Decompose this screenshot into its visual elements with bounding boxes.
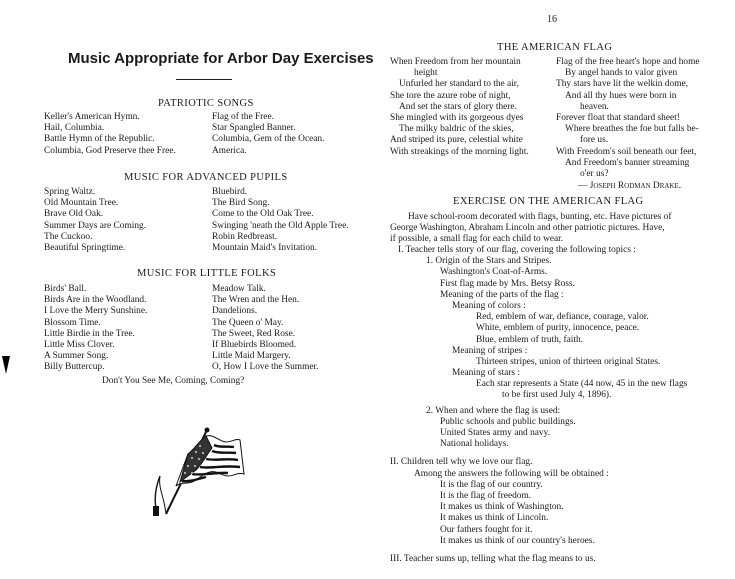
outline-line: to be first used July 4, 1896).: [502, 390, 612, 401]
list-item: Star Spangled Banner.: [212, 123, 296, 134]
outline-line: Meaning of colors :: [452, 300, 526, 311]
list-item: I Love the Merry Sunshine.: [44, 306, 148, 317]
list-item: Little Maid Margery.: [212, 351, 291, 362]
list-item: Little Birdie in the Tree.: [44, 328, 135, 339]
title-divider: [176, 79, 232, 80]
exercise-intro: [390, 212, 671, 246]
exercise-title: EXERCISE ON THE AMERICAN FLAG: [453, 196, 644, 207]
poem-author: — Joseph Rodman Drake.: [578, 181, 682, 191]
list-item: Come to the Old Oak Tree.: [212, 209, 314, 220]
poem-line: fore us.: [580, 135, 609, 146]
poem-line: She mingled with its gorgeous dyes: [390, 112, 524, 123]
outline-line: First flag made by Mrs. Betsy Ross.: [440, 278, 575, 289]
list-item: Robin Redbreast.: [212, 231, 278, 242]
outline-line: Washington's Coat-of-Arms.: [440, 267, 548, 278]
list-item: Battle Hymn of the Republic.: [44, 134, 155, 145]
poem-line: And striped its pure, celestial white: [390, 135, 523, 146]
margin-marker: [2, 356, 10, 374]
little-last-item: Don't You See Me, Coming, Coming?: [102, 376, 245, 386]
outline-line: Our fathers fought for it.: [440, 524, 533, 535]
poem-line: heaven.: [580, 101, 609, 112]
american-flag-illustration: [148, 426, 248, 526]
outline-line: II. Children tell why we love our flag.: [390, 457, 533, 468]
list-item: Beautiful Springtime.: [44, 242, 126, 253]
poem-col1: [390, 57, 529, 158]
outline-line: It is the flag of freedom.: [440, 490, 532, 501]
advanced-col2: [212, 187, 349, 254]
list-item: Old Mountain Tree.: [44, 198, 119, 209]
intro-line: Have school-room decorated with flags, bunting, etc. Have pictures of: [408, 212, 672, 222]
list-item: Blossom Time.: [44, 317, 101, 328]
list-item: O, How I Love the Summer.: [212, 362, 319, 373]
poem-line: Unfurled her standard to the air,: [399, 79, 519, 90]
poem-line: By angel hands to valor given: [565, 68, 678, 79]
list-item: Birds' Ball.: [44, 284, 87, 294]
list-item: The Cuckoo.: [44, 231, 93, 242]
list-item: Meadow Talk.: [212, 284, 266, 294]
poem-line: And all thy hues were born in: [565, 90, 677, 101]
poem-line: She tore the azure robe of night,: [390, 90, 511, 101]
list-item: America.: [212, 145, 247, 156]
list-item: Keller's American Hymn.: [44, 112, 140, 122]
outline-line: United States army and navy.: [440, 428, 551, 438]
outline-line: It is the flag of our country.: [440, 479, 543, 490]
outline-line: Each star represents a State (44 now, 45 in the new flags: [476, 379, 688, 390]
little-col1: [44, 284, 147, 374]
poem-line: And Freedom's banner streaming: [565, 157, 690, 168]
poem-line: The milky baldric of the skies,: [399, 124, 514, 135]
outline-line: Among the answers the following will be obtained :: [414, 468, 609, 479]
outline-line: Meaning of stripes :: [452, 345, 528, 356]
list-item: The Queen o' May.: [212, 317, 284, 328]
outline-line: It makes us think of Lincoln.: [440, 513, 549, 524]
poem-line: Flag of the free heart's hope and home: [556, 57, 700, 67]
outline-line: Red, emblem of war, defiance, courage, valor.: [476, 312, 649, 323]
list-item: Swinging 'neath the Old Apple Tree.: [212, 220, 349, 231]
intro-line: if possible, a small flag for each child to wear.: [390, 234, 564, 245]
list-item: Dandelions.: [212, 306, 258, 317]
outline-line: Blue, emblem of truth, faith.: [476, 334, 584, 345]
poem-title: THE AMERICAN FLAG: [497, 42, 613, 53]
list-item: The Bird Song.: [212, 198, 270, 209]
poem-line: Where breathes the foe but falls be-: [565, 124, 699, 135]
patriotic-col1: [44, 112, 176, 157]
poem-line: And set the stars of glory there.: [399, 101, 517, 112]
exercise-outline: [390, 245, 687, 565]
poem-line: Forever float that standard sheet!: [556, 112, 680, 123]
list-item: If Bluebirds Bloomed.: [212, 339, 297, 350]
page-number: 16: [547, 14, 557, 25]
outline-line: 2. When and where the flag is used:: [426, 405, 561, 416]
intro-line: George Washington, Abraham Lincoln and other patriotic pictures. Have,: [390, 223, 665, 234]
outline-line: III. Teacher sums up, telling what the flag means to us.: [390, 553, 596, 564]
outline-line: National holidays.: [440, 439, 509, 450]
page-title: Music Appropriate for Arbor Day Exercises: [68, 50, 374, 67]
list-item: The Wren and the Hen.: [212, 295, 300, 306]
outline-line: Meaning of the parts of the flag :: [440, 289, 564, 300]
list-item: Bluebird.: [212, 187, 248, 197]
patriotic-col2: [212, 112, 324, 157]
outline-line: It makes us think of Washington.: [440, 502, 564, 513]
list-item: Brave Old Oak.: [44, 209, 104, 220]
list-item: Mountain Maid's Invitation.: [212, 242, 318, 253]
list-item: Columbia, God Preserve thee Free.: [44, 145, 176, 156]
list-item: Columbia, Gem of the Ocean.: [212, 134, 325, 145]
outline-line: White, emblem of purity, innocence, peace.: [476, 323, 640, 334]
poem-line: With streakings of the morning light.: [390, 146, 529, 157]
list-item: The Sweet, Red Rose.: [212, 328, 296, 339]
list-item: Little Miss Clover.: [44, 339, 115, 350]
little-col2: [212, 284, 319, 374]
poem-col2: [556, 57, 700, 180]
poem-line: Thy stars have lit the welkin dome,: [556, 79, 689, 90]
little-folks-heading: MUSIC FOR LITTLE FOLKS: [137, 268, 277, 279]
list-item: Hail, Columbia.: [44, 123, 105, 134]
poem-line: height: [414, 68, 438, 79]
poem-line: o'er us?: [580, 168, 609, 179]
advanced-col1: [44, 187, 146, 254]
list-item: Spring Waltz.: [44, 187, 96, 197]
outline-line: I. Teacher tells story of our flag, covering the following topics :: [398, 245, 636, 255]
outline-line: Public schools and public buildings.: [440, 416, 576, 427]
list-item: Billy Buttercup.: [44, 362, 105, 373]
outline-line: It makes us think of our country's heroes.: [440, 535, 595, 546]
patriotic-heading: PATRIOTIC SONGS: [158, 98, 254, 109]
list-item: A Summer Song.: [44, 351, 109, 362]
advanced-heading: MUSIC FOR ADVANCED PUPILS: [124, 172, 288, 183]
poem-line: With Freedom's soil beneath our feet,: [556, 146, 697, 157]
list-item: Flag of the Free.: [212, 112, 274, 122]
outline-line: Meaning of stars :: [452, 368, 520, 379]
poem-line: When Freedom from her mountain: [390, 57, 521, 67]
list-item: Summer Days are Coming.: [44, 220, 147, 231]
list-item: Birds Are in the Woodland.: [44, 295, 147, 306]
outline-line: Thirteen stripes, union of thirteen original States.: [476, 356, 661, 367]
outline-line: 1. Origin of the Stars and Stripes.: [426, 256, 552, 267]
